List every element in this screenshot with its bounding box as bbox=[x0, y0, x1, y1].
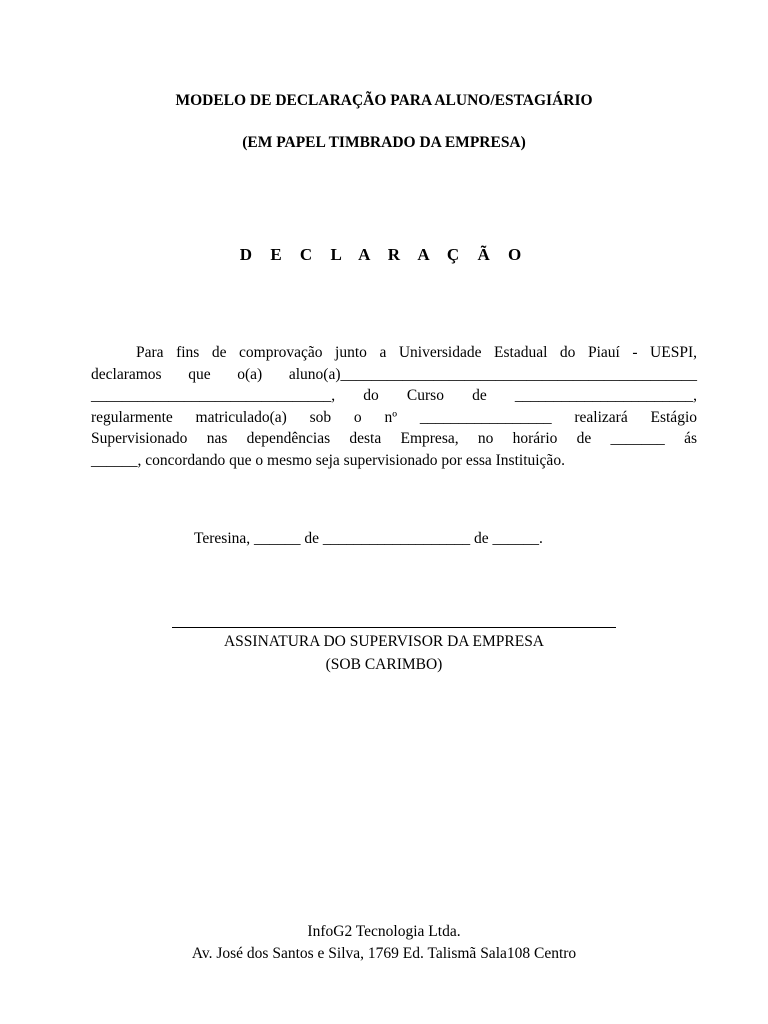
paragraph-line: _______________________________, do Curso de _______________________, bbox=[91, 387, 697, 404]
signature-sublabel: (SOB CARIMBO) bbox=[325, 656, 443, 673]
footer-address: Av. José dos Santos e Silva, 1769 Ed. Talismã Sala108 Centro bbox=[191, 945, 577, 962]
paragraph-line: declaramos que o(a) aluno(a)______________________________________________ bbox=[91, 365, 697, 383]
footer-company: InfoG2 Tecnologia Ltda. bbox=[307, 923, 461, 940]
paragraph-line: regularmente matriculado(a) sob o nº _________________ realizará Estágio bbox=[91, 408, 697, 426]
signature-line bbox=[172, 627, 616, 628]
paragraph-line: Supervisionado nas dependências desta Empresa, no horário de _______ ás bbox=[91, 430, 697, 447]
paragraph-line: Para fins de comprovação junto a Universidade Estadual do Piauí - UESPI, bbox=[136, 344, 697, 361]
date-line: Teresina, ______ de ___________________ de ______. bbox=[194, 530, 543, 547]
declaration-heading: D E C L A R A Ç Ã O bbox=[239, 245, 529, 264]
document-subtitle: (EM PAPEL TIMBRADO DA EMPRESA) bbox=[242, 134, 526, 151]
paragraph-line: ______, concordando que o mesmo seja supervisionado por essa Instituição. bbox=[91, 451, 565, 469]
declaration-paragraph bbox=[91, 342, 697, 471]
document-title: MODELO DE DECLARAÇÃO PARA ALUNO/ESTAGIÁRIO bbox=[175, 92, 593, 109]
signature-label: ASSINATURA DO SUPERVISOR DA EMPRESA bbox=[223, 633, 545, 650]
